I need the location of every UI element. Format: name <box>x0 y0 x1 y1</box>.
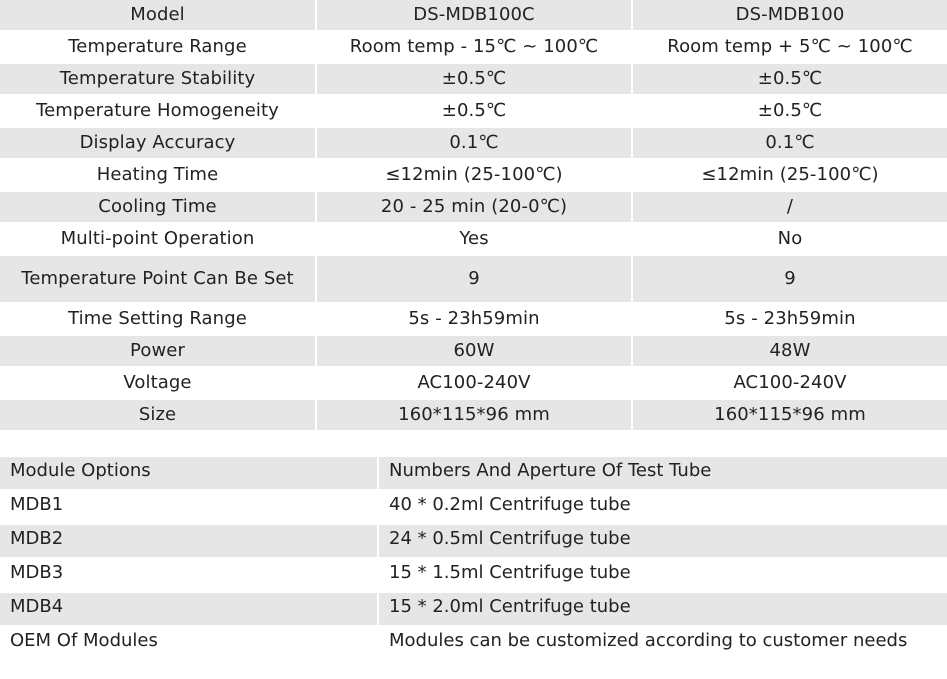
spec-value-a: ±0.5℃ <box>316 95 632 127</box>
spec-value-a: Room temp - 15℃ ~ 100℃ <box>316 31 632 63</box>
spec-label: Time Setting Range <box>0 303 316 335</box>
spec-label: Heating Time <box>0 159 316 191</box>
spec-row <box>0 63 947 95</box>
module-label: OEM Of Modules <box>0 626 378 678</box>
module-header-value: Numbers And Aperture Of Test Tube <box>378 457 947 490</box>
spec-header-model-b: DS-MDB100 <box>632 0 947 31</box>
spec-label: Cooling Time <box>0 191 316 223</box>
spec-row <box>0 255 947 303</box>
spec-label: Size <box>0 399 316 431</box>
module-row <box>0 558 947 592</box>
spec-header-model-a: DS-MDB100C <box>316 0 632 31</box>
spec-value-b: ±0.5℃ <box>632 63 947 95</box>
spec-value-a: Yes <box>316 223 632 255</box>
module-row <box>0 626 947 678</box>
spec-value-b: 9 <box>632 255 947 303</box>
spec-value-b: AC100-240V <box>632 367 947 399</box>
spec-value-a: 20 - 25 min (20-0℃) <box>316 191 632 223</box>
module-value: 40 * 0.2ml Centrifuge tube <box>378 490 947 524</box>
spec-value-a: 5s - 23h59min <box>316 303 632 335</box>
module-value: 24 * 0.5ml Centrifuge tube <box>378 524 947 558</box>
spec-value-b: 160*115*96 mm <box>632 399 947 431</box>
spec-label: Display Accuracy <box>0 127 316 159</box>
spec-row <box>0 159 947 191</box>
spec-row <box>0 303 947 335</box>
spec-row <box>0 95 947 127</box>
spec-label: Multi-point Operation <box>0 223 316 255</box>
module-value: 15 * 2.0ml Centrifuge tube <box>378 592 947 626</box>
spec-row <box>0 223 947 255</box>
spec-value-a: ±0.5℃ <box>316 63 632 95</box>
spec-row <box>0 335 947 367</box>
spec-value-b: ±0.5℃ <box>632 95 947 127</box>
spec-header-label: Model <box>0 0 316 31</box>
spec-row <box>0 399 947 431</box>
spec-value-b: No <box>632 223 947 255</box>
spec-label: Temperature Range <box>0 31 316 63</box>
module-header-row <box>0 457 947 490</box>
module-row <box>0 592 947 626</box>
spec-row <box>0 367 947 399</box>
spec-header-row <box>0 0 947 31</box>
spec-row <box>0 31 947 63</box>
spec-value-a: 60W <box>316 335 632 367</box>
spec-value-a: 0.1℃ <box>316 127 632 159</box>
module-row <box>0 490 947 524</box>
spec-value-b: 5s - 23h59min <box>632 303 947 335</box>
spec-value-b: 0.1℃ <box>632 127 947 159</box>
module-label: MDB1 <box>0 490 378 524</box>
module-value: Modules can be customized according to customer needs <box>378 626 947 678</box>
spec-label: Temperature Point Can Be Set <box>0 255 316 303</box>
spec-value-b: 48W <box>632 335 947 367</box>
spec-label: Voltage <box>0 367 316 399</box>
spec-label: Power <box>0 335 316 367</box>
module-header-label: Module Options <box>0 457 378 490</box>
module-options-table <box>0 457 947 679</box>
spec-value-a: AC100-240V <box>316 367 632 399</box>
spec-row <box>0 191 947 223</box>
spec-value-a: 160*115*96 mm <box>316 399 632 431</box>
spec-row <box>0 127 947 159</box>
spec-value-b: / <box>632 191 947 223</box>
module-value: 15 * 1.5ml Centrifuge tube <box>378 558 947 592</box>
spec-label: Temperature Homogeneity <box>0 95 316 127</box>
module-label: MDB4 <box>0 592 378 626</box>
module-label: MDB3 <box>0 558 378 592</box>
spec-value-b: ≤12min (25-100℃) <box>632 159 947 191</box>
module-row <box>0 524 947 558</box>
spec-value-b: Room temp + 5℃ ~ 100℃ <box>632 31 947 63</box>
spec-value-a: ≤12min (25-100℃) <box>316 159 632 191</box>
spec-value-a: 9 <box>316 255 632 303</box>
module-label: MDB2 <box>0 524 378 558</box>
spec-label: Temperature Stability <box>0 63 316 95</box>
